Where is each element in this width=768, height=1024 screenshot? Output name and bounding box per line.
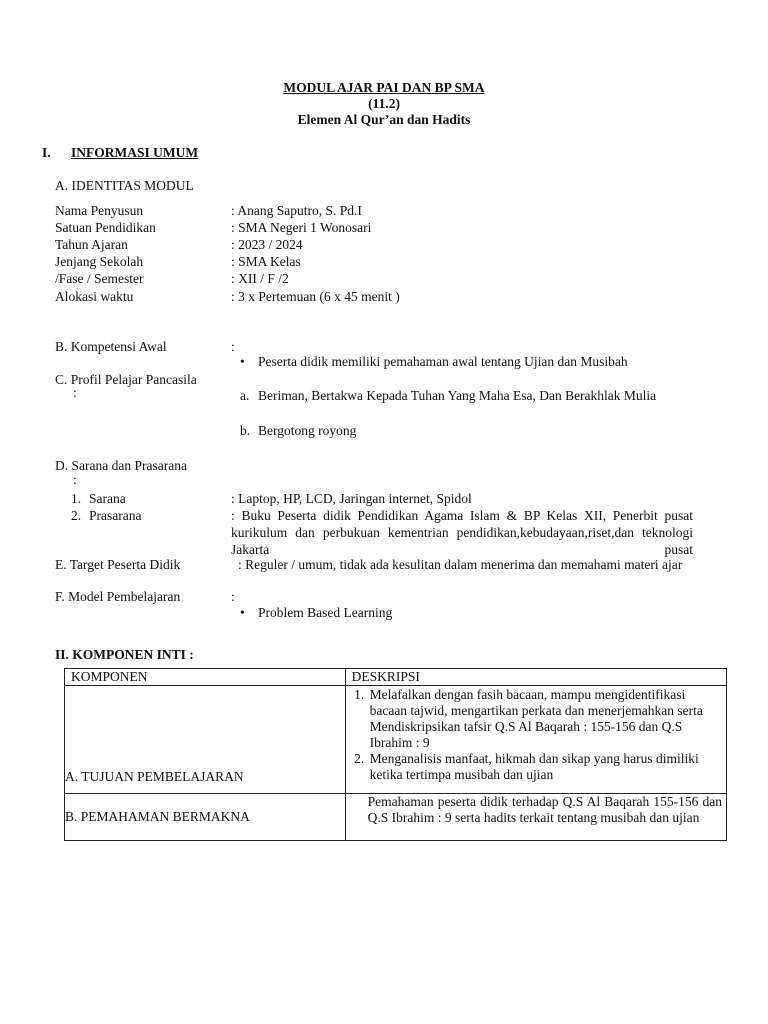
sarana-label: D. Sarana dan Prasarana: [55, 458, 187, 473]
profil-colon: :: [73, 385, 77, 400]
section2-title: II. KOMPONEN INTI :: [55, 647, 194, 662]
bullet-icon: •: [240, 605, 245, 620]
table-row: [65, 794, 727, 841]
document-title: MODUL AJAR PAI DAN BP SMA: [283, 80, 485, 95]
kompetensi-colon: :: [231, 339, 235, 354]
sarana-colon: :: [73, 472, 77, 487]
profil-marker: b.: [240, 423, 251, 438]
identitas-label: Satuan Pendidikan: [55, 220, 156, 235]
sarana-item-value: : Buku Peserta didik Pendidikan Agama Islam & BP Kelas XII, Penerbit pusat kurikulum dan perbukuan kementrian pendidikan,kebudayaan,riset,dan teknologi Jakarta pusat: [231, 508, 693, 557]
table-header: DESKRIPSI: [345, 669, 726, 686]
identitas-label: Alokasi waktu: [55, 289, 134, 304]
document-code: (11.2): [368, 96, 400, 111]
table-header-row: [65, 669, 727, 686]
profil-item: Beriman, Bertakwa Kepada Tuhan Yang Maha Esa, Dan Berakhlak Mulia: [258, 388, 657, 403]
komponen-table: [64, 668, 727, 841]
section-title: INFORMASI UMUM: [71, 145, 199, 160]
list-item: 1. Melafalkan dengan fasih bacaan, mampu mengidentifikasi bacaan tajwid, mengartikan perkata dan menerjemahkan serta Mendiskripsikan tafsir Q.S Al Baqarah : 155-156 dan Q.S Ibrahim : 9: [368, 687, 722, 751]
identitas-label: /Fase / Semester: [55, 271, 144, 286]
target-label: E. Target Peserta Didik: [55, 557, 181, 572]
target-value: : Reguler / umum, tidak ada kesulitan dalam menerima dan memahami materi ajar: [238, 557, 683, 572]
identitas-label: Tahun Ajaran: [55, 237, 128, 252]
sarana-item-label: Prasarana: [89, 508, 142, 523]
sarana-marker: 1.: [71, 491, 82, 506]
identitas-label: Nama Penyusun: [55, 203, 144, 218]
identitas-title: A. IDENTITAS MODUL: [55, 178, 194, 193]
table-cell-deskripsi: Pemahaman peserta didik terhadap Q.S Al Baqarah 155-156 dan Q.S Ibrahim : 9 serta hadits terkait tentang musibah dan ujian: [345, 794, 726, 841]
table-row: [65, 686, 727, 794]
table-cell-komponen: A. TUJUAN PEMBELAJARAN: [65, 686, 346, 794]
sarana-marker: 2.: [71, 508, 82, 523]
identitas-value: : 3 x Pertemuan (6 x 45 menit ): [231, 289, 400, 304]
list-item: 2. Menganalisis manfaat, hikmah dan sikap yang harus dimiliki ketika tertimpa musibah dan ujian: [368, 751, 722, 783]
identitas-value: : 2023 / 2024: [231, 237, 303, 252]
profil-label: C. Profil Pelajar Pancasila: [55, 372, 197, 387]
identitas-value: : SMA Negeri 1 Wonosari: [231, 220, 372, 235]
kompetensi-label: B. Kompetensi Awal: [55, 339, 167, 354]
document-subtitle: Elemen Al Qur’an dan Hadits: [297, 112, 471, 127]
model-colon: :: [231, 589, 235, 604]
sarana-item-label: Sarana: [89, 491, 126, 506]
identitas-value: : SMA Kelas: [231, 254, 301, 269]
identitas-label: Jenjang Sekolah: [55, 254, 144, 269]
model-bullet: Problem Based Learning: [258, 605, 393, 620]
table-header: KOMPONEN: [65, 669, 346, 686]
table-cell-deskripsi: [345, 686, 726, 794]
kompetensi-bullet: Peserta didik memiliki pemahaman awal tentang Ujian dan Musibah: [258, 354, 628, 369]
model-label: F. Model Pembelajaran: [55, 589, 181, 604]
table-cell-komponen: B. PEMAHAMAN BERMAKNA: [65, 794, 346, 841]
section-number: I.: [42, 145, 51, 160]
profil-item: Bergotong royong: [258, 423, 357, 438]
bullet-icon: •: [240, 354, 245, 369]
identitas-value: : XII / F /2: [231, 271, 289, 286]
identitas-value: : Anang Saputro, S. Pd.I: [231, 203, 362, 218]
sarana-item-value: : Laptop, HP, LCD, Jaringan internet, Spidol: [231, 491, 472, 506]
profil-marker: a.: [240, 388, 250, 403]
